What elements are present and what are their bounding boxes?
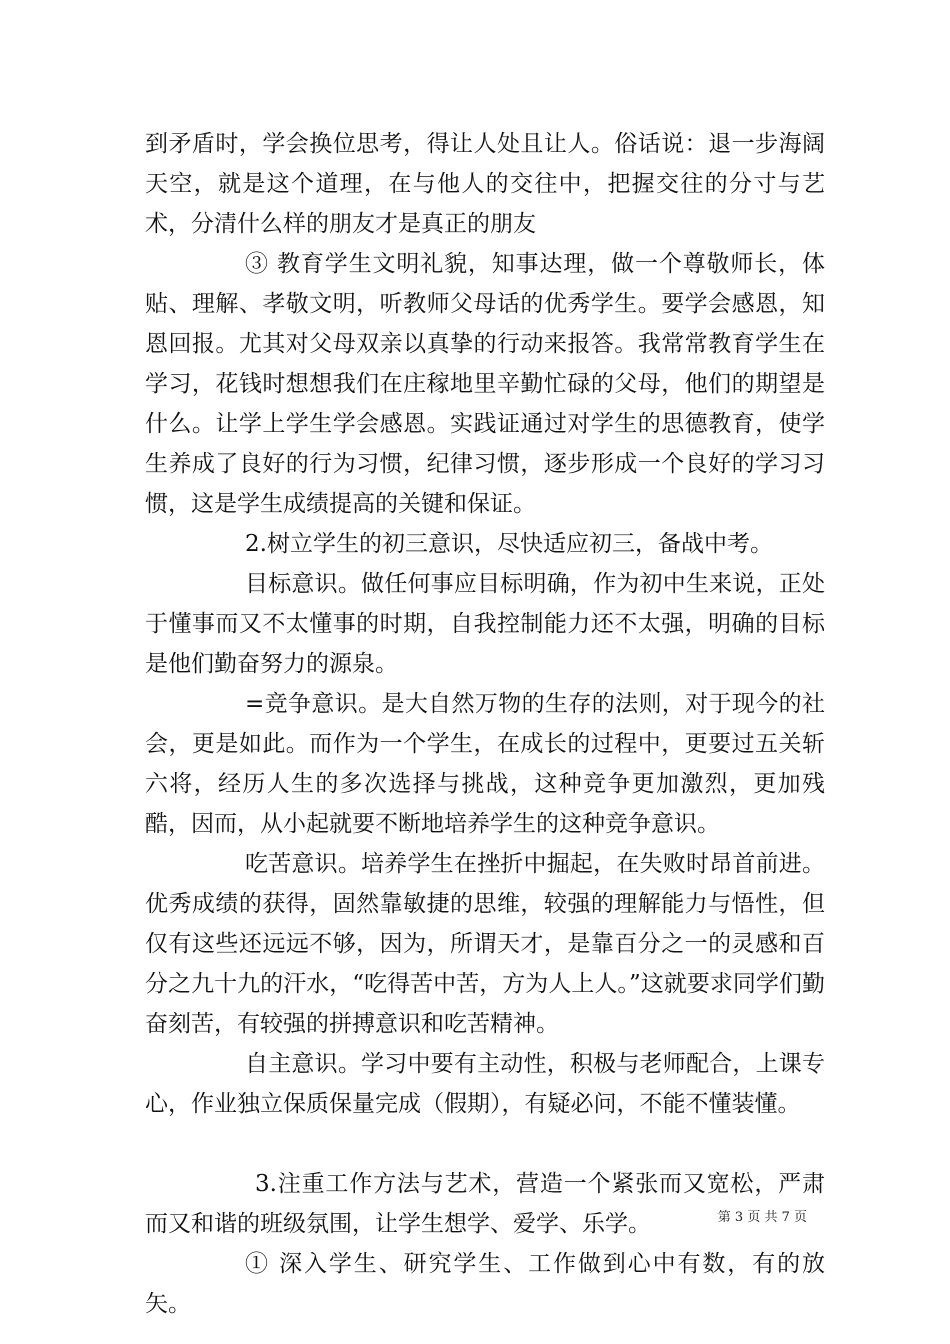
paragraph-continuation: 到矛盾时，学会换位思考，得让人处且让人。俗话说：退一步海阔天空，就是这个道理，在与他人的交往中，把握交往的分寸与艺术，分清什么样的朋友才是真正的朋友 <box>145 131 825 237</box>
paragraph-section-3: 3.注重工作方法与艺术，营造一个紧张而又宽松，严肃而又和谐的班级氛围，让学生想学、爱学、乐学。 <box>145 1171 825 1237</box>
paragraph-goal-awareness: 目标意识。做任何事应目标明确，作为初中生来说，正处于懂事而又不太懂事的时期，自我控制能力还不太强，明确的目标是他们勤奋努力的源泉。 <box>145 571 825 677</box>
paragraph-hardship-awareness: 吃苦意识。培养学生在挫折中掘起，在失败时昂首前进。优秀成绩的获得，固然靠敏捷的思维，较强的理解能力与悟性，但仅有这些还远远不够，因为，所谓天才，是靠百分之一的灵感和百分之九十九的汗水，“吃得苦中苦，方为人上人。”这就要求同学们勤奋刻苦，有较强的拼搏意识和吃苦精神。 <box>145 851 825 1037</box>
paragraph-section-2: 2.树立学生的初三意识，尽快适应初三，备战中考。 <box>245 531 773 557</box>
paragraph-autonomy-awareness: 自主意识。学习中要有主动性，积极与老师配合，上课专心，作业独立保质保量完成（假期），有疑必问，不能不懂装懂。 <box>145 1051 825 1117</box>
paragraph-item-3: ③ 教育学生文明礼貌，知事达理，做一个尊敬师长，体贴、理解、孝敬文明，听教师父母话的优秀学生。要学会感恩，知恩回报。尤其对父母双亲以真挚的行动来报答。我常常教育学生在学习，花钱时想想我们在庄稼地里辛勤忙碌的父母，他们的期望是什么。让学上学生学会感恩。实践证通过对学生的思德教育，使学生养成了良好的行为习惯，纪律习惯，逐步形成一个良好的学习习惯，这是学生成绩提高的关键和保证。 <box>145 251 825 517</box>
document-body <box>145 124 825 1324</box>
paragraph-competition-awareness: =竞争意识。是大自然万物的生存的法则，对于现今的社会，更是如此。而作为一个学生，在成长的过程中，更要过五关斩六将，经历人生的多次选择与挑战，这种竞争更加激烈，更加残酷，因而，从小起就要不断地培养学生的这种竞争意识。 <box>145 691 825 837</box>
paragraph-item-1: ① 深入学生、研究学生、工作做到心中有数，有的放矢。 <box>145 1251 825 1317</box>
page-number-footer: 第 3 页 共 7 页 <box>717 1210 807 1225</box>
